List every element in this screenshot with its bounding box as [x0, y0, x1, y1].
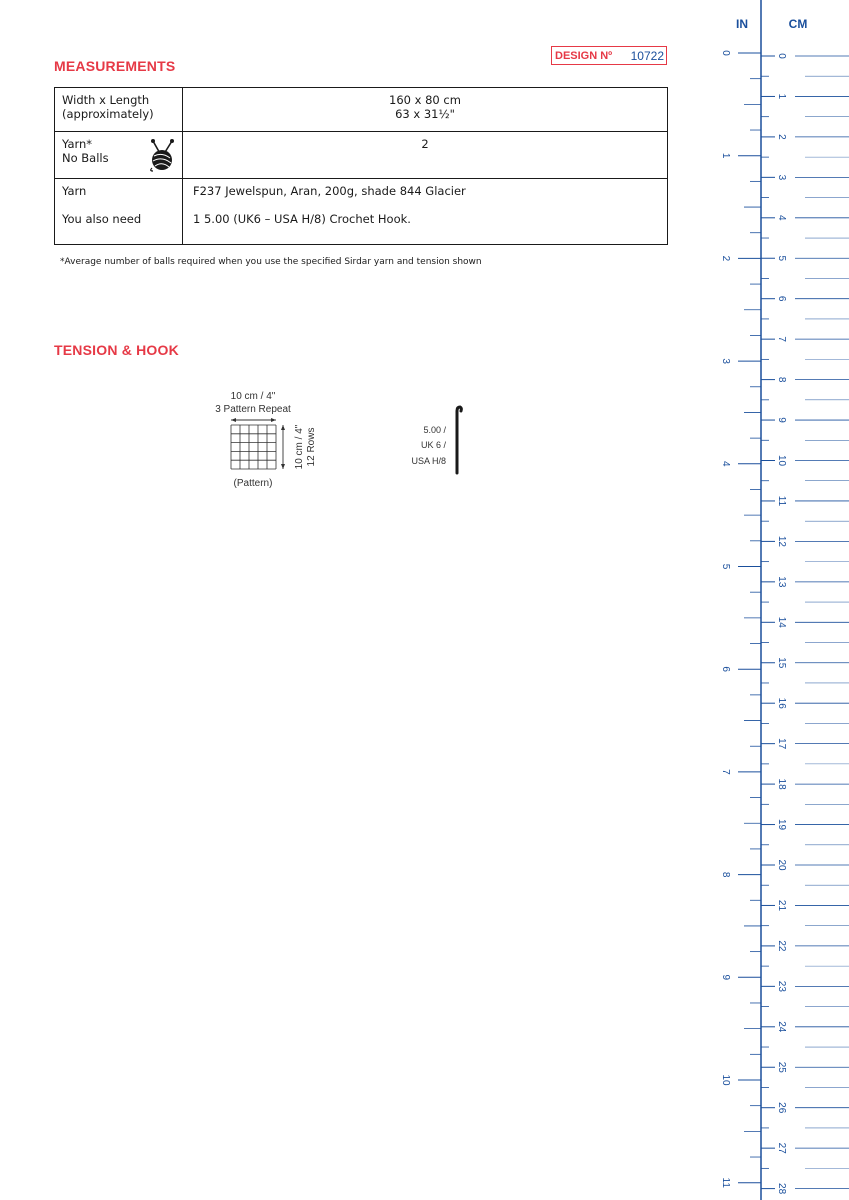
hook-label-3: USA H/8 — [411, 456, 446, 466]
cm-tick-label: 20 — [776, 859, 787, 871]
design-number-box — [551, 46, 667, 65]
tension-title: TENSION & HOOK — [54, 342, 179, 358]
pattern-label: (Pattern) — [233, 478, 273, 489]
cm-tick-label: 17 — [776, 738, 787, 750]
cm-tick-label: 18 — [776, 778, 787, 790]
cm-tick-label: 19 — [776, 818, 787, 831]
design-number: 10722 — [630, 48, 664, 63]
width-length-value-cm: 160 x 80 cm — [389, 93, 461, 107]
tension-width-label-1: 10 cm / 4" — [230, 391, 276, 402]
table-row — [55, 179, 668, 245]
inch-tick-label: 5 — [720, 563, 731, 570]
height-arrow — [281, 425, 285, 469]
inch-tick-label: 9 — [720, 974, 731, 981]
yarn-ball-needles-icon — [147, 138, 177, 172]
cm-tick-label: 16 — [776, 697, 787, 709]
table-row — [55, 132, 668, 179]
width-length-label-1: Width x Length — [62, 93, 150, 107]
cm-scale — [761, 53, 849, 1194]
cm-tick-label: 8 — [776, 376, 787, 383]
footnote: *Average number of balls required when you use the specified Sirdar yarn and tension shown — [60, 257, 482, 267]
inch-tick-label: 7 — [720, 769, 731, 775]
cm-tick-label: 2 — [776, 134, 787, 140]
also-need-label: You also need — [62, 212, 142, 226]
tension-height-label-1: 10 cm / 4" — [294, 424, 305, 470]
cm-tick-label: 6 — [776, 295, 787, 302]
measurements-title: MEASUREMENTS — [54, 58, 176, 74]
cm-tick-label: 7 — [776, 336, 787, 342]
cm-tick-label: 1 — [776, 93, 787, 100]
tension-grid — [231, 425, 276, 469]
cm-tick-label: 15 — [776, 657, 787, 669]
crochet-hook-diagram — [400, 405, 480, 485]
cm-tick-label: 12 — [776, 535, 787, 547]
cm-tick-label: 11 — [776, 495, 787, 507]
design-label: DESIGN Nº — [555, 49, 613, 62]
tension-diagram — [205, 388, 325, 498]
cm-tick-label: 9 — [776, 417, 787, 423]
hook-label-1: 5.00 / — [423, 425, 446, 435]
yarn-balls-value: 2 — [183, 132, 668, 179]
ruler-cm-label: CM — [788, 17, 808, 31]
cm-tick-label: 3 — [776, 174, 787, 181]
width-length-label — [55, 88, 183, 132]
tension-height-label-2: 12 Rows — [306, 427, 317, 467]
cm-tick-label: 21 — [776, 899, 787, 912]
width-length-label-2: (approximately) — [62, 107, 154, 121]
cm-tick-label: 5 — [776, 255, 787, 262]
yarn-balls-label-2: No Balls — [62, 151, 109, 165]
inch-tick-label: 2 — [720, 255, 731, 262]
yarn-label: Yarn — [62, 184, 87, 198]
inch-tick-label: 6 — [720, 666, 731, 672]
inch-tick-label: 10 — [720, 1074, 731, 1086]
inch-scale — [720, 50, 761, 1188]
cm-tick-label: 26 — [776, 1102, 787, 1114]
also-need-value: 1 5.00 (UK6 – USA H/8) Crochet Hook. — [193, 212, 411, 226]
yarn-need-values — [183, 179, 668, 245]
yarn-balls-label-1: Yarn* — [62, 137, 93, 151]
crochet-hook-icon — [457, 407, 461, 473]
cm-tick-label: 23 — [776, 980, 787, 992]
cm-tick-label: 27 — [776, 1142, 787, 1154]
inch-tick-label: 8 — [720, 871, 731, 878]
yarn-need-labels — [55, 179, 183, 245]
tension-width-label-2: 3 Pattern Repeat — [215, 404, 291, 415]
measurements-table — [54, 87, 668, 245]
cm-tick-label: 24 — [776, 1021, 787, 1033]
width-arrow — [231, 418, 276, 422]
yarn-balls-label — [55, 132, 183, 179]
width-length-value-in: 63 x 31½" — [395, 107, 455, 121]
cm-tick-label: 4 — [776, 215, 787, 221]
inch-tick-label: 4 — [720, 461, 731, 467]
cm-tick-label: 13 — [776, 576, 787, 588]
inch-tick-label: 0 — [720, 50, 731, 56]
cm-tick-label: 25 — [776, 1061, 787, 1073]
inch-tick-label: 3 — [720, 358, 731, 364]
yarn-value: F237 Jewelspun, Aran, 200g, shade 844 Glacier — [193, 184, 466, 198]
ruler-in-label: IN — [736, 17, 748, 31]
cm-tick-label: 0 — [776, 53, 787, 59]
table-row — [55, 88, 668, 132]
hook-label-2: UK 6 / — [420, 440, 446, 450]
width-length-value — [183, 88, 668, 132]
inch-tick-label: 11 — [720, 1177, 731, 1188]
cm-tick-label: 28 — [776, 1183, 787, 1195]
cm-tick-label: 14 — [776, 616, 787, 628]
cm-tick-label: 22 — [776, 940, 787, 952]
ruler — [700, 0, 849, 1200]
cm-tick-label: 10 — [776, 454, 787, 467]
inch-tick-label: 1 — [720, 152, 731, 159]
